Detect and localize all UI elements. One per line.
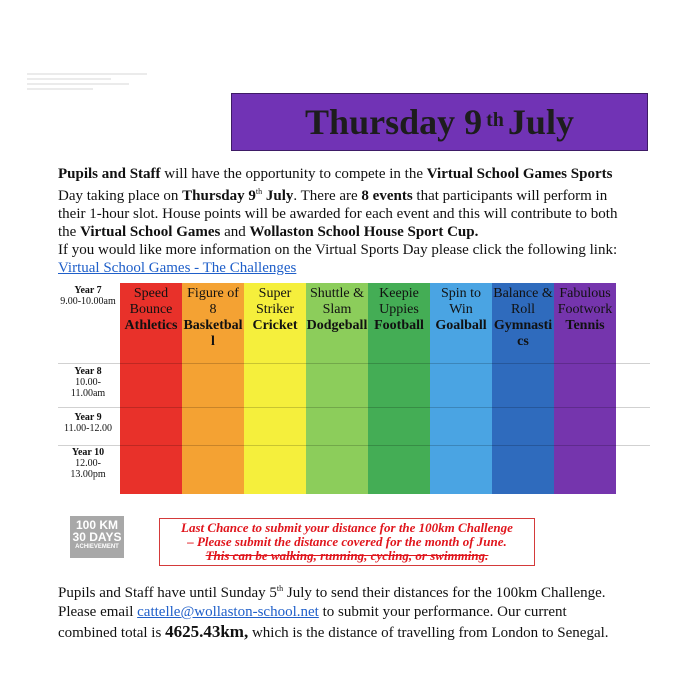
year-time: 9.00-10.00am	[60, 296, 116, 307]
row-divider	[58, 363, 650, 364]
event-name: Balance & Roll	[493, 286, 553, 317]
closing-text: which is the distance of travelling from London to Senegal.	[248, 625, 609, 641]
title-banner	[231, 93, 648, 151]
year-row-label	[58, 447, 118, 480]
row-divider	[58, 407, 650, 408]
year-row-label	[58, 285, 118, 307]
intro-text-5: . There are	[293, 188, 362, 204]
event-name: Keepie Uppies	[379, 286, 419, 317]
year-time: 10.00-11.00am	[70, 377, 106, 399]
event-sport: Tennis	[565, 318, 605, 333]
intro-bold-1: Pupils and Staff	[58, 166, 161, 182]
event-name: Figure of 8	[187, 286, 239, 317]
intro-paragraph	[58, 165, 628, 277]
title-text: Thursday 9	[305, 102, 483, 142]
event-column-athletics	[120, 283, 182, 494]
intro-text-9: and	[220, 224, 250, 240]
virtual-school-games-link[interactable]: Virtual School Games - The Challenges	[58, 260, 297, 276]
notice-line-1: Last Chance to submit your distance for the 100km Challenge	[181, 520, 513, 535]
event-sport: Dodgeball	[306, 318, 368, 333]
distance-total: 4625.43km,	[165, 622, 249, 641]
event-name: Spin to Win	[440, 286, 482, 317]
intro-bold-8: Virtual School Games	[80, 224, 221, 240]
notice-line-2: – Please submit the distance covered for the month of June.	[187, 534, 507, 549]
event-sport: Cricket	[252, 318, 298, 333]
intro-text-1: will have the opportunity to compete in the	[160, 166, 427, 182]
intro-bold-6: 8 events	[361, 188, 413, 204]
logo-line: 100 KM	[75, 518, 119, 532]
notice-line-3: This can be walking, running, cycling, or swimming.	[205, 548, 489, 563]
event-name: Speed Bounce	[129, 286, 173, 317]
event-column-football	[368, 283, 430, 494]
year-label: Year 7	[74, 285, 102, 296]
email-link[interactable]: cattelle@wollaston-school.net	[137, 604, 319, 620]
event-column-basketball	[182, 283, 244, 494]
row-divider	[58, 445, 650, 446]
year-label: Year 10	[71, 447, 105, 458]
year-label: Year 9	[74, 412, 102, 423]
year-label: Year 8	[74, 366, 102, 377]
intro-link-prompt: If you would like more information on the Virtual Sports Day please click the following link:	[58, 242, 618, 258]
closing-text: Please email	[58, 604, 138, 620]
intro-text-7: that participants will perform in their 1-hour slot. House points will be awarded for each event and this will contribute to both the	[58, 188, 618, 240]
challenge-logo	[70, 516, 124, 558]
title-suffix: th	[486, 108, 504, 131]
event-sport: Football	[374, 318, 424, 333]
closing-sup: th	[276, 584, 284, 593]
challenge-notice	[159, 518, 535, 566]
closing-text: to submit your performance. Our current combined total is	[58, 604, 567, 641]
event-column-cricket	[244, 283, 306, 494]
intro-text-3: Day taking place on	[58, 188, 183, 204]
event-name: Fabulous Footwork	[557, 286, 613, 317]
year-time: 12.00-13.00pm	[70, 458, 106, 480]
schedule-table	[58, 283, 650, 494]
closing-text: Pupils and Staff have until Sunday 5	[58, 585, 277, 601]
event-column-tennis	[554, 283, 616, 494]
year-row-label	[58, 412, 118, 434]
closing-paragraph	[58, 579, 628, 643]
intro-bold-4b: July	[262, 188, 294, 204]
event-name: Super Striker	[255, 286, 295, 317]
event-sport: Gymnastics	[493, 318, 553, 349]
event-column-goalball	[430, 283, 492, 494]
event-sport: Goalball	[435, 318, 487, 333]
year-row-label	[58, 366, 118, 399]
event-sport: Athletics	[124, 318, 178, 333]
event-column-dodgeball	[306, 283, 368, 494]
intro-sup: th	[255, 187, 263, 196]
faint-header-decoration	[27, 70, 147, 90]
closing-text: July to send their distances for the 100km Challenge.	[283, 585, 606, 601]
intro-bold-4: Thursday 9	[182, 188, 256, 204]
event-column-gymnastics	[492, 283, 554, 494]
logo-line: 30 DAYS	[72, 530, 122, 544]
event-name: Shuttle & Slam	[309, 286, 365, 317]
year-time: 11.00-12.00	[64, 423, 112, 434]
event-sport: Basketball	[183, 318, 243, 349]
year-column	[58, 283, 118, 494]
title-month: July	[507, 102, 574, 142]
logo-line: ACHIEVEMENT	[75, 544, 119, 550]
intro-bold-2: Virtual School Games Sports	[426, 166, 613, 182]
intro-bold-10: Wollaston School House Sport Cup.	[249, 224, 479, 240]
